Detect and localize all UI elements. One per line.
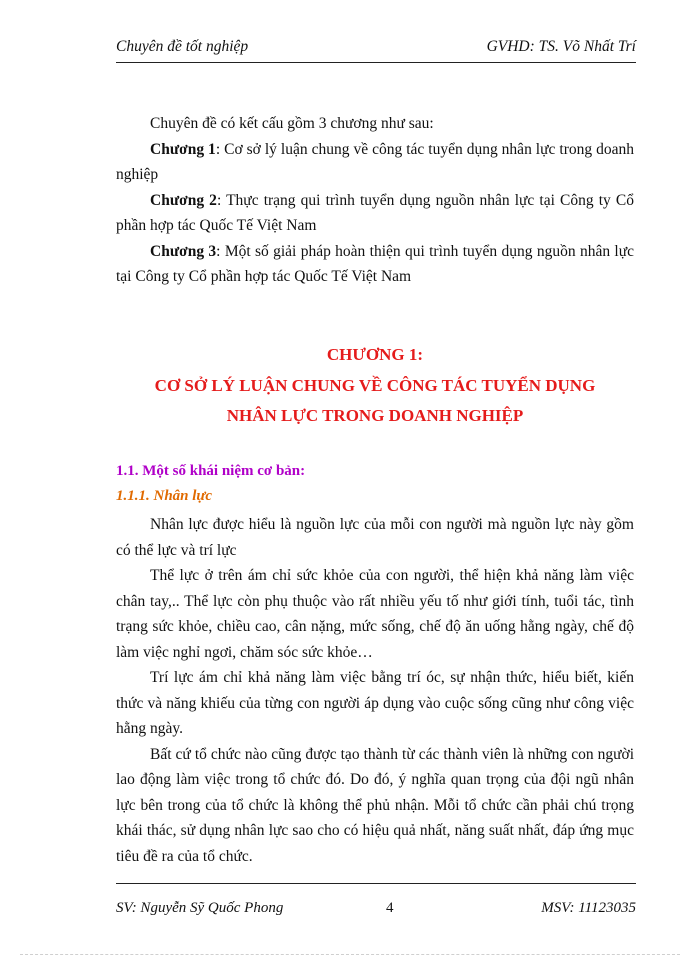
chapter-text: : Thực trạng qui trình tuyển dụng nguồn nhân lực tại Công ty Cổ phần hợp tác Quốc Tế Việt Nam — [116, 191, 634, 234]
chapter-label: Chương 3 — [150, 242, 217, 260]
chapter-heading — [116, 340, 634, 432]
header-right-advisor: GVHD: TS. Võ Nhất Trí — [486, 38, 636, 55]
body-text — [116, 512, 634, 869]
header-rule — [116, 62, 636, 63]
paragraph: Trí lực ám chỉ khả năng làm việc bằng trí óc, sự nhận thức, hiểu biết, kiến thức và năng khiếu của từng con người áp dụng vào cuộc sống cũng như công việc hằng ngày. — [116, 669, 634, 737]
footer-student-id: MSV: 11123035 — [541, 900, 636, 916]
paragraph: Bất cứ tổ chức nào cũng được tạo thành từ các thành viên là những con người lao động làm việc trong tổ chức đó. Do đó, ý nghĩa quan trọng của đội ngũ nhân lực bên trong của tổ chức là không thể phủ nhận. Mỗi tổ chức cần phải chú trọng khái thác, sử dụng nhân lực sao cho có hiệu quả nhất, năng suất nhất, đáp ứng mục tiêu đề ra của tổ chức. — [116, 745, 634, 865]
chapter-label: Chương 1 — [150, 140, 216, 158]
chapter-summary-1 — [116, 137, 634, 188]
section-heading: 1.1. Một số khái niệm cơ bản: — [116, 463, 306, 479]
paragraph: Thể lực ở trên ám chỉ sức khỏe của con người, thể hiện khả năng làm việc chân tay,.. Thể lực còn phụ thuộc vào rất nhiều yếu tố như giới tính, tuổi tác, tình trạng sức khỏe, chiều cao, cân nặng, mức sống, chế độ ăn uống hằng ngày, chế độ làm việc nghỉ ngơi, chăm sóc sức khỏe… — [116, 567, 634, 661]
chapter-label: Chương 2 — [150, 191, 217, 209]
chapter-summary-3 — [116, 239, 634, 290]
page-break-line — [20, 954, 680, 955]
header-left-title: Chuyên đề tốt nghiệp — [116, 38, 249, 55]
chapter-text: : Một số giải pháp hoàn thiện qui trình tuyển dụng nguồn nhân lực tại Công ty Cổ phần hợp tác Quốc Tế Việt Nam — [116, 242, 635, 285]
chapter-number: CHƯƠNG 1: — [326, 345, 424, 364]
footer-student: SV: Nguyễn Sỹ Quốc Phong — [116, 900, 284, 916]
chapter-summary-2 — [116, 188, 634, 239]
footer-rule — [116, 883, 636, 884]
intro-block — [116, 111, 634, 290]
page-number: 4 — [386, 900, 394, 916]
chapter-text: : Cơ sở lý luận chung về công tác tuyển dụng nhân lực trong doanh nghiệp — [116, 140, 634, 183]
intro-lead: Chuyên đề có kết cấu gồm 3 chương như sau: — [150, 115, 434, 132]
chapter-title-line-1: CƠ SỞ LÝ LUẬN CHUNG VỀ CÔNG TÁC TUYỂN DỤNG — [154, 375, 596, 395]
chapter-title-line-2: NHÂN LỰC TRONG DOANH NGHIỆP — [226, 406, 524, 425]
subsection-heading: 1.1.1. Nhân lực — [116, 488, 213, 504]
paragraph: Nhân lực được hiểu là nguồn lực của mỗi con người mà nguồn lực này gồm có thể lực và trí lực — [116, 516, 634, 559]
